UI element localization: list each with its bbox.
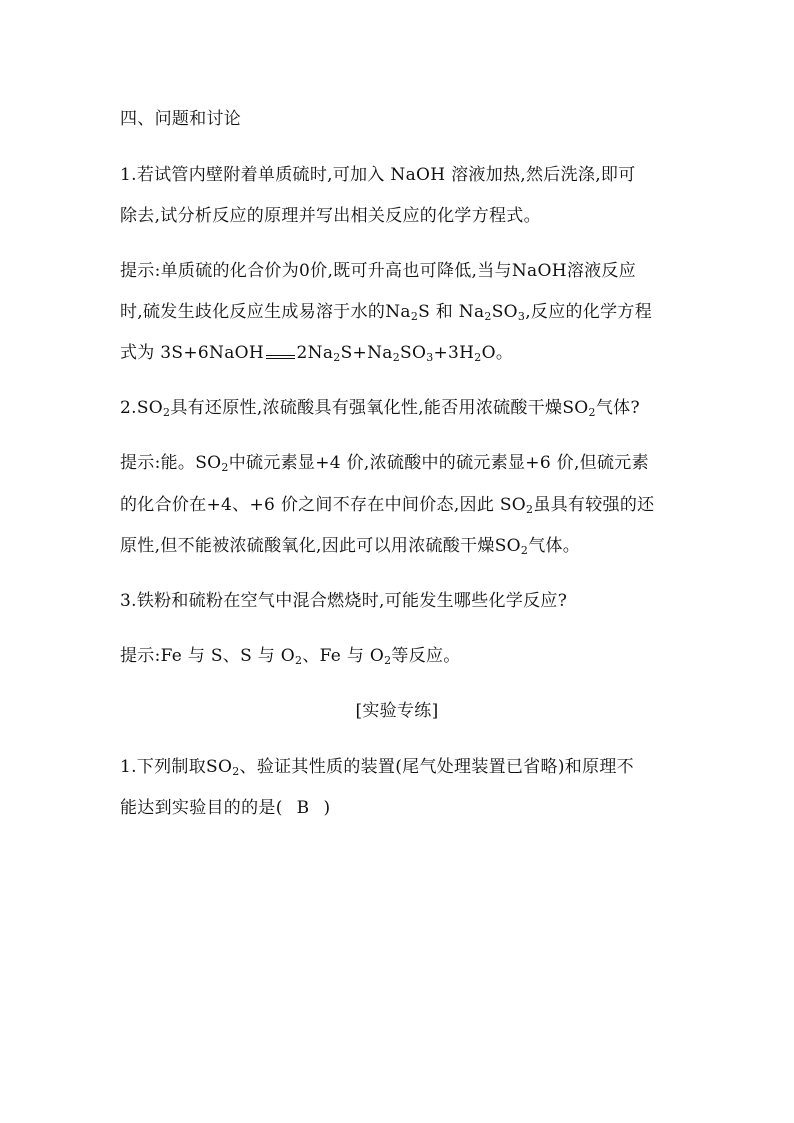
- practice-1-line-1: 1.下列制取$SO_2$、验证其性质的装置(尾气处理装置已省略)和原理不: [120, 757, 634, 778]
- subscript: 2: [295, 654, 303, 667]
- practice-1-line-2: 能达到实验目的的是( B ): [120, 798, 331, 818]
- question-1-hint-line-1: 提示:单质硫的化合价为0价,既可升高也可降低,当与NaOH溶液反应: [120, 261, 637, 281]
- question-3-line-1: 3.铁粉和硫粉在空气中混合燃烧时,可能发生哪些化学反应?: [120, 591, 568, 611]
- subscript: 2: [163, 406, 171, 419]
- subscript: 2: [392, 351, 400, 364]
- subscript: 2: [333, 351, 341, 364]
- equals-sign-double-line: [264, 342, 297, 364]
- question-1-line-2: 除去,试分析反应的原理并写出相关反应的化学方程式。: [120, 206, 541, 226]
- section-heading: 四、问题和讨论: [120, 109, 242, 129]
- question-2-hint-line-2: 的化合价在+4、+6 价之间不存在中间价态,因此 $SO_2$虽具有较强的还: [120, 495, 655, 516]
- subscript: 2: [232, 765, 240, 778]
- question-3-hint: 提示:Fe 与 S、S 与 $O_2$、Fe 与 $O_2$等反应。: [120, 646, 461, 667]
- subscript: 2: [474, 351, 482, 364]
- subscript: 2: [410, 310, 419, 323]
- subscript: 3: [517, 310, 526, 323]
- question-1-hint-line-2: 时,硫发生歧化反应生成易溶于水的$Na_2S$ 和 $Na_2SO_3$,反应的化学方程: [120, 302, 653, 323]
- subscript: 2: [588, 406, 596, 419]
- subscript: 2: [526, 503, 534, 516]
- answer-choice: B: [296, 798, 310, 818]
- subscript: 2: [384, 654, 392, 667]
- practice-heading: [实验专练]: [355, 701, 439, 721]
- subscript: 2: [484, 310, 492, 323]
- question-2-hint-line-1: 提示:能。$SO_2$中硫元素显+4 价,浓硫酸中的硫元素显+6 价,但硫元素: [120, 453, 649, 474]
- question-1-hint-line-3: 式为 3S+6NaOH $2Na_2S+Na_2SO_3+3H_2O$。: [120, 343, 514, 364]
- question-2-line-1: $2.SO_2$具有还原性,浓硫酸具有强氧化性,能否用浓硫酸干燥$SO_2$气体?: [120, 398, 640, 419]
- subscript: 2: [221, 461, 229, 474]
- subscript: 3: [426, 351, 434, 364]
- question-1-line-1: 1.若试管内壁附着单质硫时,可加入 NaOH 溶液加热,然后洗涤,即可: [120, 165, 636, 185]
- subscript: 2: [520, 544, 529, 557]
- question-2-hint-line-3: 原性,但不能被浓硫酸氧化,因此可以用浓硫酸干燥$SO_2$气体。: [120, 536, 581, 557]
